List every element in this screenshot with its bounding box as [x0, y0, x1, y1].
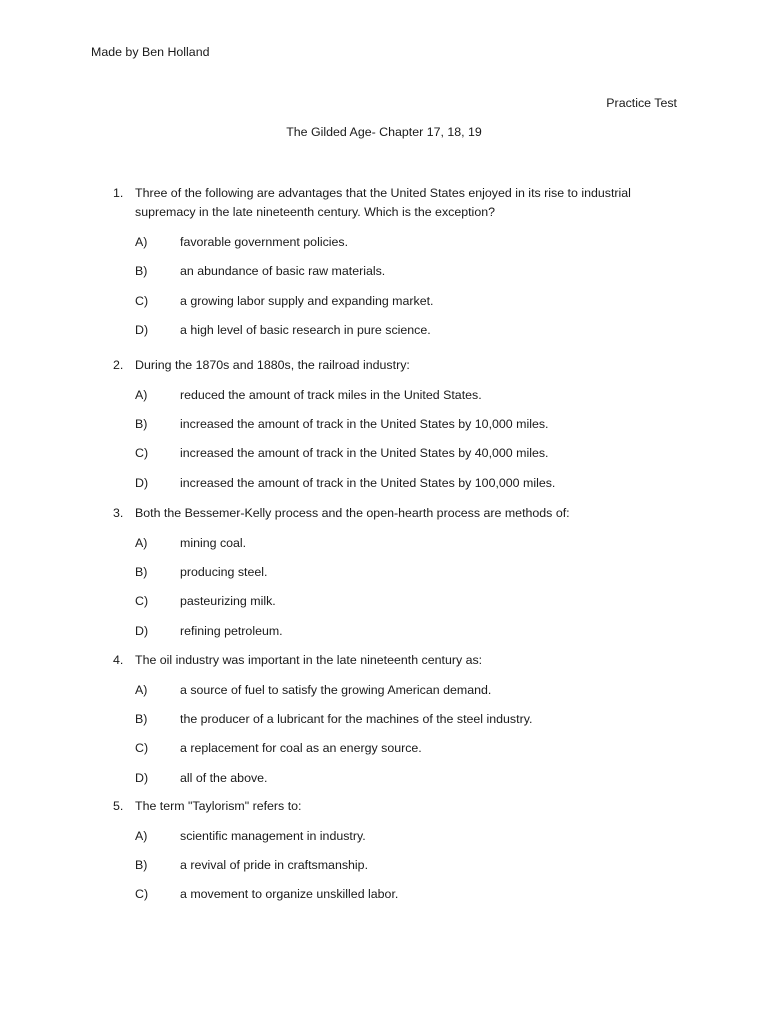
option-letter: B) — [135, 564, 148, 579]
answer-option — [113, 592, 683, 621]
option-letter: C) — [135, 741, 149, 756]
question-1 — [113, 184, 683, 351]
answer-options — [113, 534, 683, 652]
option-text: a growing labor supply and expanding market. — [180, 293, 434, 308]
answer-option — [113, 534, 683, 563]
answer-options — [113, 681, 683, 799]
question-4 — [113, 651, 683, 798]
option-letter: B) — [135, 857, 148, 872]
option-text: reduced the amount of track miles in the United States. — [180, 387, 482, 402]
question-text: The oil industry was important in the late nineteenth century as: — [135, 653, 483, 667]
question-2 — [113, 356, 683, 503]
option-letter: B) — [135, 264, 148, 279]
answer-option — [113, 622, 683, 651]
question-5 — [113, 797, 683, 915]
question-stem — [113, 356, 683, 375]
option-text: an abundance of basic raw materials. — [180, 264, 386, 279]
answer-option — [113, 386, 683, 415]
option-letter: C) — [135, 594, 149, 609]
option-letter: C) — [135, 446, 149, 461]
answer-option — [113, 444, 683, 473]
option-letter: B) — [135, 711, 148, 726]
practice-test-label: Practice Test — [606, 96, 677, 110]
answer-option — [113, 681, 683, 710]
option-text: the producer of a lubricant for the machines of the steel industry. — [180, 711, 533, 726]
option-text: increased the amount of track in the United States by 40,000 miles. — [180, 446, 549, 461]
option-text: pasteurizing milk. — [180, 594, 276, 609]
option-text: increased the amount of track in the United States by 100,000 miles. — [180, 475, 556, 490]
question-text: During the 1870s and 1880s, the railroad industry: — [135, 358, 410, 372]
page-title: The Gilded Age- Chapter 17, 18, 19 — [286, 125, 482, 139]
question-text: Both the Bessemer-Kelly process and the open-hearth process are methods of: — [135, 506, 570, 520]
answer-option — [113, 856, 683, 885]
question-number: 4. — [113, 653, 124, 667]
answer-options — [113, 233, 683, 351]
question-number: 5. — [113, 799, 124, 813]
option-text: all of the above. — [180, 770, 268, 785]
option-letter: D) — [135, 623, 149, 638]
option-letter: A) — [135, 235, 148, 249]
option-letter: C) — [135, 293, 149, 308]
option-text: a source of fuel to satisfy the growing American demand. — [180, 682, 492, 697]
option-letter: D) — [135, 323, 149, 338]
option-letter: D) — [135, 770, 149, 785]
option-text: a replacement for coal as an energy source. — [180, 741, 422, 756]
option-text: a high level of basic research in pure science. — [180, 323, 431, 338]
option-text: refining petroleum. — [180, 623, 283, 638]
answer-option — [113, 415, 683, 444]
option-letter: A) — [135, 682, 148, 697]
answer-option — [113, 262, 683, 291]
author-credit: Made by Ben Holland — [91, 45, 210, 59]
answer-option — [113, 563, 683, 592]
option-letter: A) — [135, 535, 148, 550]
option-letter: C) — [135, 887, 149, 902]
question-3 — [113, 504, 683, 651]
answer-option — [113, 739, 683, 768]
answer-option — [113, 827, 683, 856]
question-text: Three of the following are advantages that the United States enjoyed in its rise to industrial supremacy in the late nineteenth century. Which is the exception? — [135, 186, 631, 219]
option-text: producing steel. — [180, 564, 268, 579]
option-letter: B) — [135, 416, 148, 431]
option-text: favorable government policies. — [180, 235, 349, 249]
answer-option — [113, 885, 683, 914]
question-stem — [113, 184, 683, 222]
option-text: mining coal. — [180, 535, 247, 550]
option-text: increased the amount of track in the United States by 10,000 miles. — [180, 416, 549, 431]
answer-options — [113, 386, 683, 504]
answer-options — [113, 827, 683, 915]
option-letter: A) — [135, 828, 148, 843]
answer-option — [113, 769, 683, 798]
question-stem — [113, 797, 683, 816]
answer-option — [113, 233, 683, 262]
question-number: 2. — [113, 358, 124, 372]
option-letter: A) — [135, 387, 148, 402]
question-stem — [113, 651, 683, 670]
option-text: a revival of pride in craftsmanship. — [180, 857, 369, 872]
option-text: a movement to organize unskilled labor. — [180, 887, 399, 902]
question-stem — [113, 504, 683, 523]
answer-option — [113, 710, 683, 739]
answer-option — [113, 321, 683, 350]
question-number: 1. — [113, 186, 124, 200]
question-number: 3. — [113, 506, 124, 520]
answer-option — [113, 292, 683, 321]
question-text: The term "Taylorism" refers to: — [135, 799, 302, 813]
option-letter: D) — [135, 475, 149, 490]
answer-option — [113, 474, 683, 503]
option-text: scientific management in industry. — [180, 828, 366, 843]
